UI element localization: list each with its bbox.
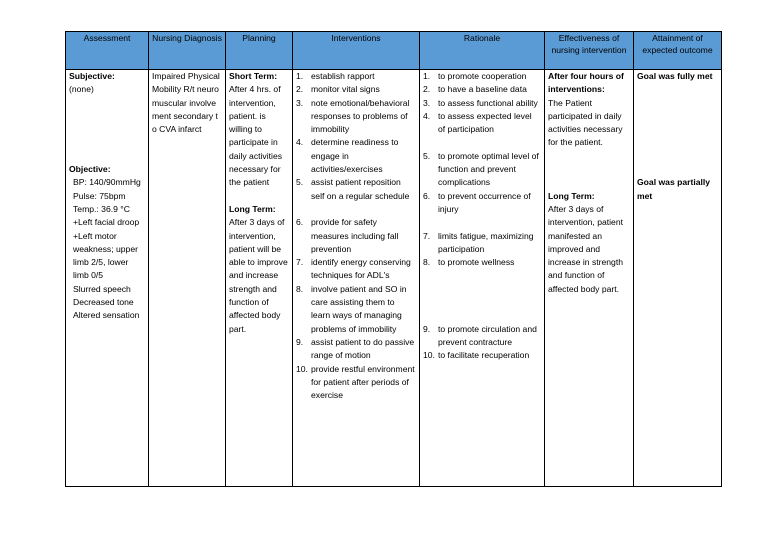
effectiveness-long-label: Long Term:	[548, 190, 595, 201]
table-row	[66, 70, 722, 487]
list-item: 6. to prevent occurrence of injury	[423, 190, 531, 214]
effectiveness-short-text: The Patient participated in daily activities necessary for the patient.	[548, 97, 623, 148]
objective-altered-sensation: Altered sensation	[73, 310, 140, 321]
header-planning: Planning	[226, 32, 293, 70]
objective-bp: BP: 140/90mmHg	[73, 177, 141, 188]
header-nursing-diagnosis: Nursing Diagnosis	[149, 32, 226, 70]
planning-long-term-label: Long Term:	[229, 203, 276, 214]
list-item: 10. provide restful environment for patient after periods of exercise	[296, 363, 415, 401]
effectiveness-long-text: After 3 days of intervention, patient manifested an improved and increase in strength and function of affected body part.	[548, 203, 624, 294]
objective-label: Objective:	[69, 164, 111, 175]
effectiveness-short-label: After four hours of interventions:	[548, 71, 624, 95]
list-item: 9. assist patient to do passive range of motion	[296, 336, 415, 361]
header-attainment: Attainment of expected outcome	[634, 32, 722, 70]
objective-temp: Temp.: 36.9 °C	[73, 203, 130, 214]
interventions-list	[296, 70, 416, 402]
objective-decreased-tone: Decreased tone	[73, 297, 134, 308]
list-item: 2. to have a baseline data	[423, 84, 527, 95]
list-item: 4. to assess expected level of participation	[423, 110, 532, 135]
attainment-long: Goal was partially met	[637, 177, 711, 201]
objective-motor-weakness: +Left motor weakness; upper limb 2/5, lower limb 0/5	[73, 230, 138, 281]
list-item: 9. to promote circulation and prevent contracture	[423, 323, 537, 347]
planning-long-term-text: After 3 days of intervention, patient will be able to improve and increase strength and function of affected body part.	[229, 217, 288, 334]
list-item: 2. monitor vital signs	[296, 84, 380, 95]
list-item: 5. to promote optimal level of function and prevent complications	[423, 150, 539, 188]
list-item: 8. to promote wellness	[423, 257, 515, 268]
assessment-cell	[66, 70, 149, 487]
list-item: 8. involve patient and SO in care assisting them to learn ways of managing problems of immobility	[296, 283, 407, 334]
nursing-diagnosis-text: Impaired Physical Mobility R/t neuromuscular involvement secondary to CVA infarct	[152, 71, 220, 135]
list-item: 7. identify energy conserving techniques for ADL's	[296, 257, 411, 281]
rationale-list	[423, 70, 541, 363]
rationale-cell	[420, 70, 545, 487]
objective-slurred-speech: Slurred speech	[73, 283, 131, 294]
subjective-label: Subjective:	[69, 71, 115, 81]
header-interventions: Interventions	[293, 32, 420, 70]
list-item: 10. to facilitate recuperation	[423, 350, 530, 361]
list-item: 7. limits fatigue, maximizing participation	[423, 230, 534, 254]
planning-short-term-text: After 4 hrs. of intervention, patient. is willing to participate in daily activities necessary for the patient	[229, 84, 283, 188]
interventions-cell	[293, 70, 420, 487]
list-item: 4. determine readiness to engage in activities/exercises	[296, 137, 399, 175]
attainment-cell	[634, 70, 722, 487]
list-item: 5. assist patient reposition self on a regular schedule	[296, 177, 410, 201]
header-effectiveness: Effectiveness of nursing intervention	[545, 32, 634, 70]
list-item: 1. establish rapport	[296, 71, 375, 81]
nursing-care-plan-table	[65, 31, 722, 487]
objective-pulse: Pulse: 75bpm	[73, 190, 126, 201]
objective-facial-droop: +Left facial droop	[73, 217, 140, 228]
list-item: 6. provide for safety measures including fall prevention	[296, 217, 399, 254]
header-assessment: Assessment	[66, 32, 149, 70]
list-item: 3. note emotional/behavioral responses to problems of immobility	[296, 97, 410, 135]
list-item: 3. to assess functional ability	[423, 97, 538, 108]
attainment-short: Goal was fully met	[637, 71, 713, 81]
effectiveness-cell	[545, 70, 634, 487]
list-item: 1. to promote cooperation	[423, 71, 527, 81]
header-row	[66, 32, 722, 70]
header-rationale: Rationale	[420, 32, 545, 70]
nursing-diagnosis-cell	[149, 70, 226, 487]
subjective-value: (none)	[69, 84, 94, 95]
planning-short-term-label: Short Term:	[229, 71, 278, 81]
planning-cell	[226, 70, 293, 487]
